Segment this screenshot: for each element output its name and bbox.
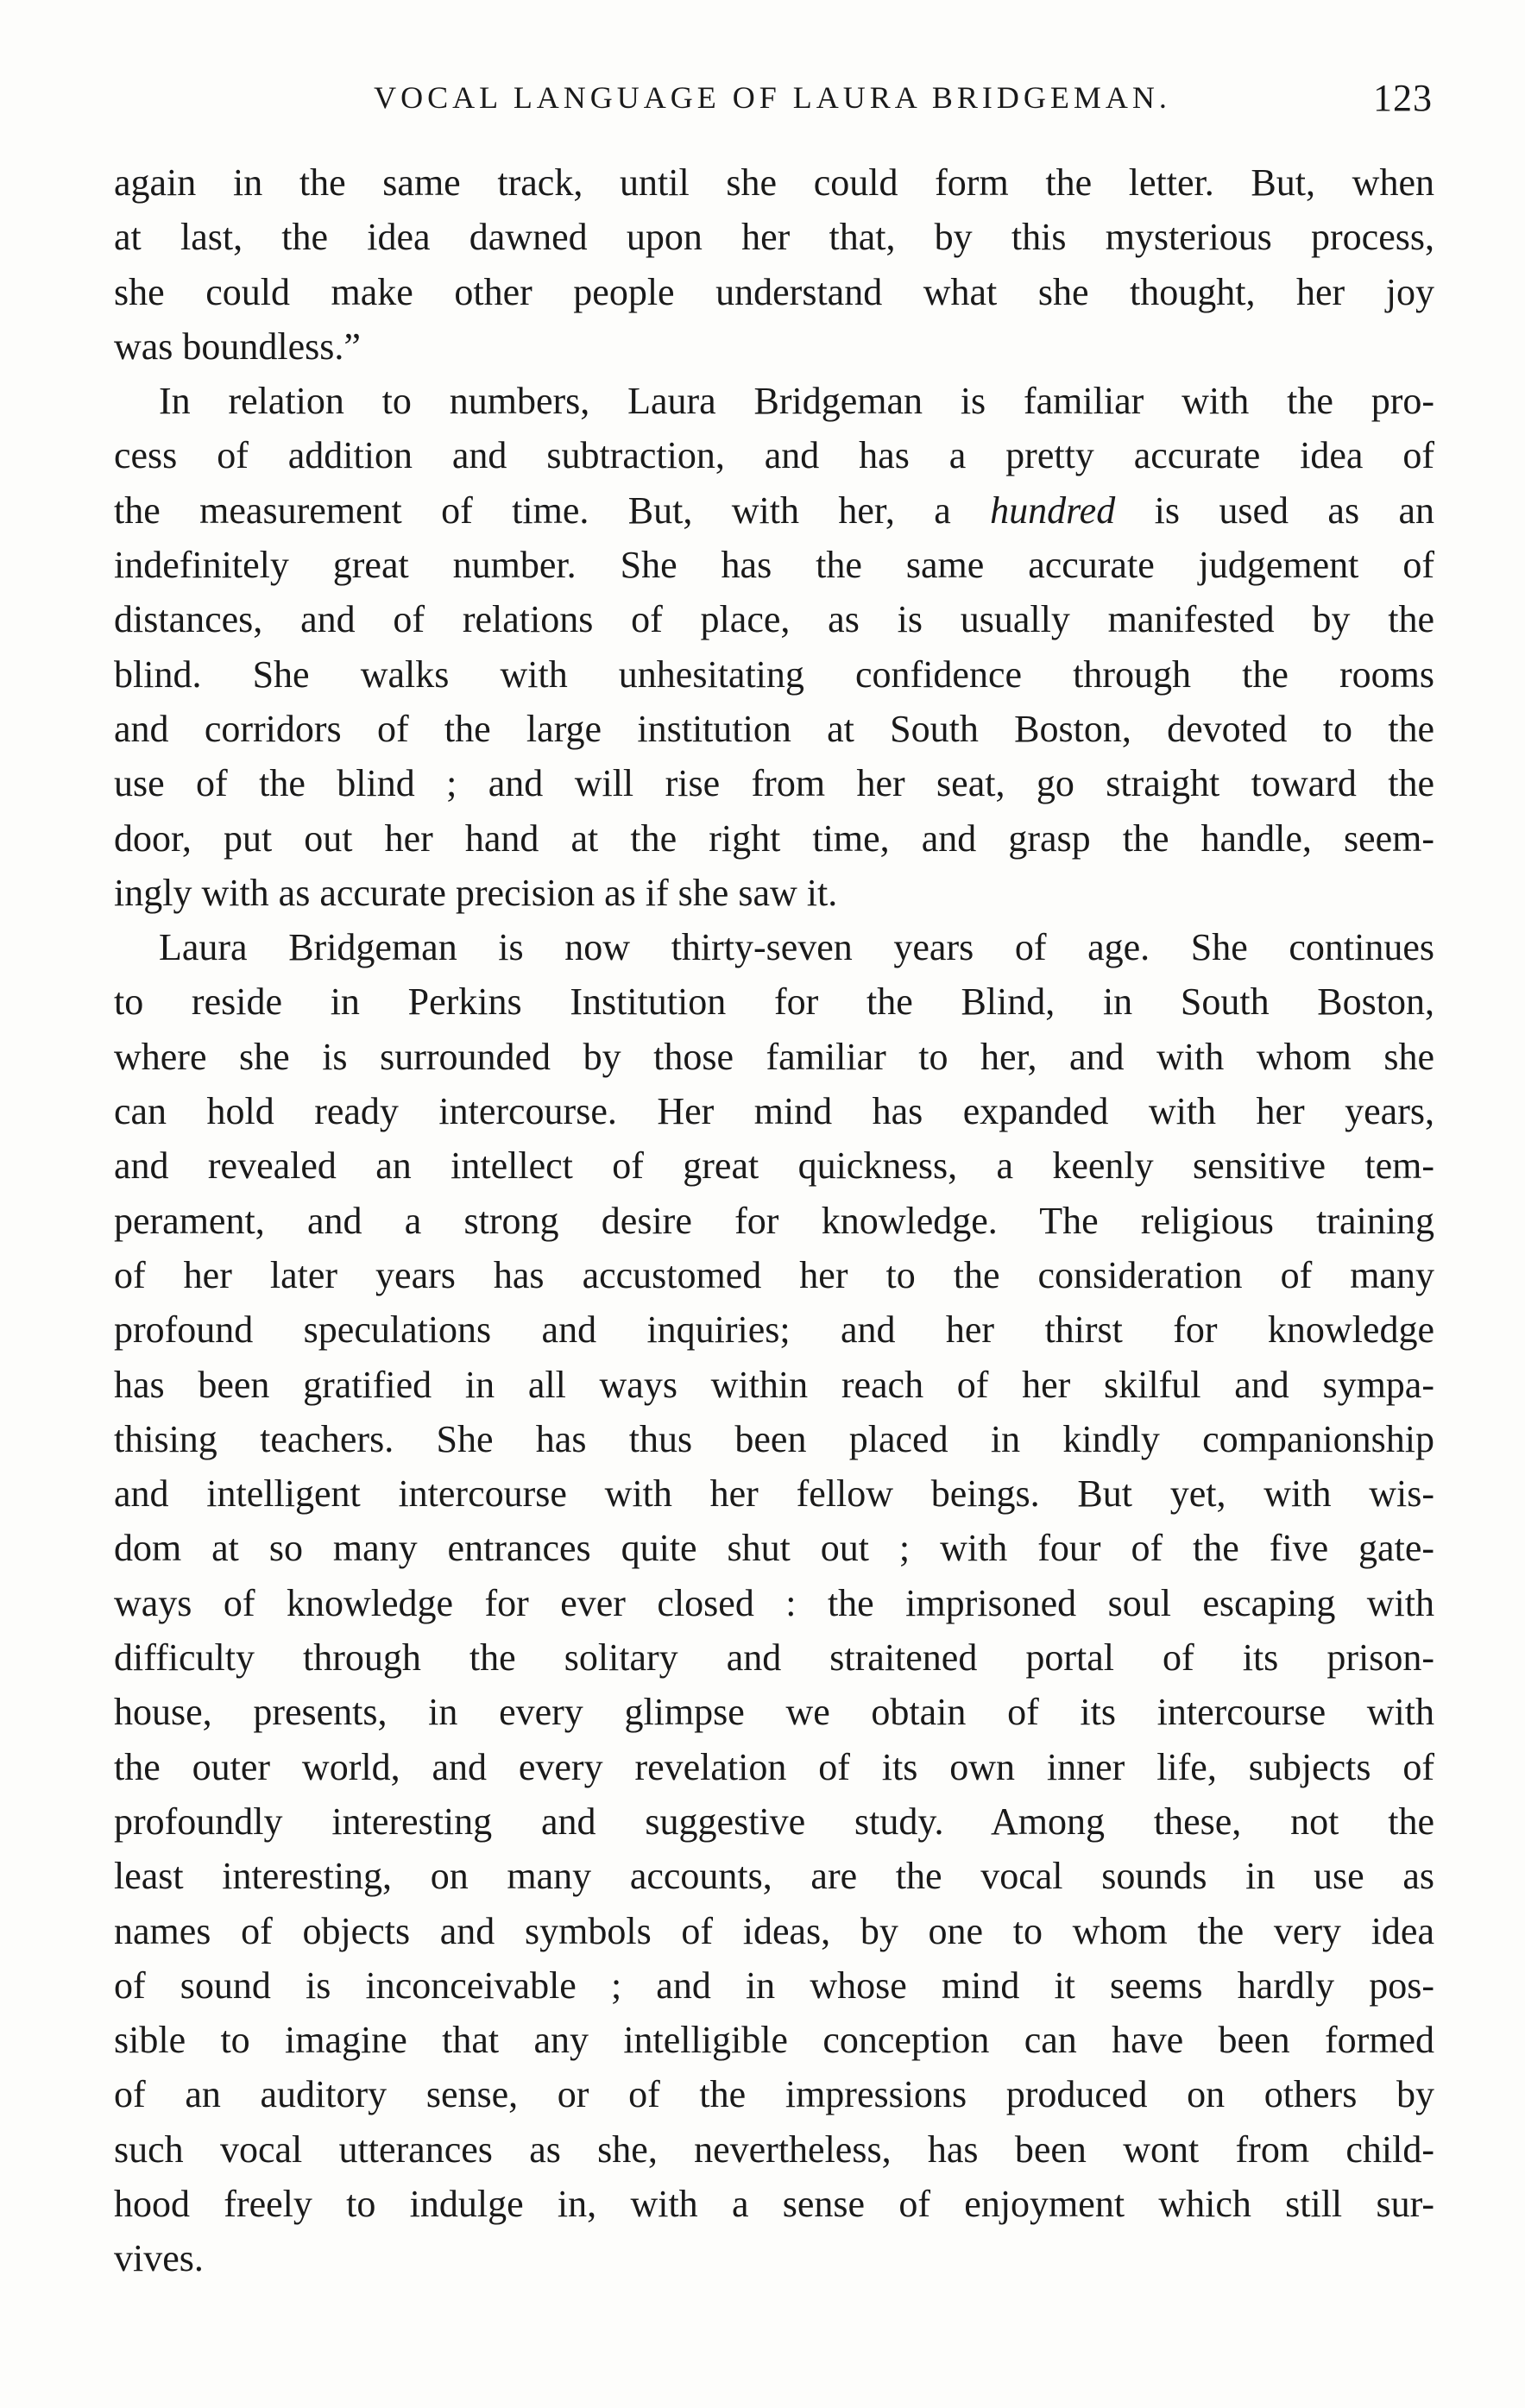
text-line: and intelligent intercourse with her fellow beings. But yet, with wis-: [114, 1472, 1434, 1516]
page-number: 123: [1373, 77, 1433, 119]
text-line: dom at so many entrances quite shut out ; with four of the five gate-: [114, 1527, 1434, 1570]
text-line: names of objects and symbols of ideas, by one to whom the very idea: [114, 1909, 1434, 1952]
text-line: at last, the idea dawned upon her that, by this mysterious process,: [114, 216, 1434, 259]
text-line: the outer world, and every revelation of its own inner life, subjects of: [114, 1745, 1434, 1788]
italic-word: hundred: [990, 489, 1116, 532]
text-line: hood freely to indulge in, with a sense of enjoyment which still sur-: [114, 2182, 1434, 2225]
text-line: again in the same track, until she could form the letter. But, when: [114, 161, 1434, 204]
text-segment: the measurement of time. But, with her, a: [114, 489, 951, 532]
text-line: such vocal utterances as she, nevertheless, has been wont from child-: [114, 2127, 1434, 2171]
text-line: difficulty through the solitary and straitened portal of its prison-: [114, 1636, 1434, 1680]
text-line: indefinitely great number. She has the same accurate judgement of: [114, 544, 1434, 587]
text-line: house, presents, in every glimpse we obtain of its intercourse with: [114, 1691, 1434, 1734]
body-text: [114, 155, 1434, 2286]
text-line: ingly with as accurate precision as if she saw it.: [114, 871, 838, 914]
text-line: and revealed an intellect of great quickness, a keenly sensitive tem-: [114, 1144, 1434, 1188]
text-line: thising teachers. She has thus been placed in kindly companionship: [114, 1417, 1434, 1460]
text-line: profoundly interesting and suggestive study. Among these, not the: [114, 1800, 1434, 1843]
text-segment: is used as an: [1154, 489, 1434, 532]
text-line: of her later years has accustomed her to the consideration of many: [114, 1253, 1434, 1296]
text-line: distances, and of relations of place, as is usually manifested by the: [114, 598, 1434, 641]
text-line: blind. She walks with unhesitating confidence through the rooms: [114, 652, 1434, 696]
text-line: least interesting, on many accounts, are the vocal sounds in use as: [114, 1855, 1434, 1898]
text-line: sible to imagine that any intelligible conception can have been formed: [114, 2019, 1434, 2062]
text-line: of an auditory sense, or of the impressions produced on others by: [114, 2073, 1434, 2116]
text-line: where she is surrounded by those familiar to her, and with whom she: [114, 1035, 1434, 1078]
text-line: cess of addition and subtraction, and has a pretty accurate idea of: [114, 434, 1434, 477]
text-line: use of the blind ; and will rise from her seat, go straight toward the: [114, 762, 1434, 805]
text-line: profound speculations and inquiries; and her thirst for knowledge: [114, 1308, 1434, 1352]
text-line: to reside in Perkins Institution for the Blind, in South Boston,: [114, 980, 1434, 1024]
text-line: was boundless.”: [114, 325, 361, 368]
text-line: perament, and a strong desire for knowledge. The religious training: [114, 1199, 1434, 1242]
text-line: and corridors of the large institution at South Boston, devoted to the: [114, 707, 1434, 750]
text-line: she could make other people understand what she thought, her joy: [114, 270, 1434, 313]
text-line: [114, 483, 1434, 538]
running-head: [112, 76, 1433, 128]
running-title: VOCAL LANGUAGE OF LAURA BRIDGEMAN.: [374, 80, 1171, 115]
text-line: door, put out her hand at the right time, and grasp the handle, seem-: [114, 816, 1434, 860]
text-line: can hold ready intercourse. Her mind has expanded with her years,: [114, 1090, 1434, 1133]
text-line: Laura Bridgeman is now thirty-seven years of age. She continues: [159, 926, 1434, 969]
text-line: of sound is inconceivable ; and in whose mind it seems hardly pos-: [114, 1964, 1434, 2007]
text-line: ways of knowledge for ever closed : the imprisoned soul escaping with: [114, 1581, 1434, 1624]
text-line: vives.: [114, 2237, 204, 2280]
text-line: has been gratified in all ways within reach of her skilful and sympa-: [114, 1363, 1434, 1406]
text-line: In relation to numbers, Laura Bridgeman is familiar with the pro-: [159, 380, 1434, 423]
